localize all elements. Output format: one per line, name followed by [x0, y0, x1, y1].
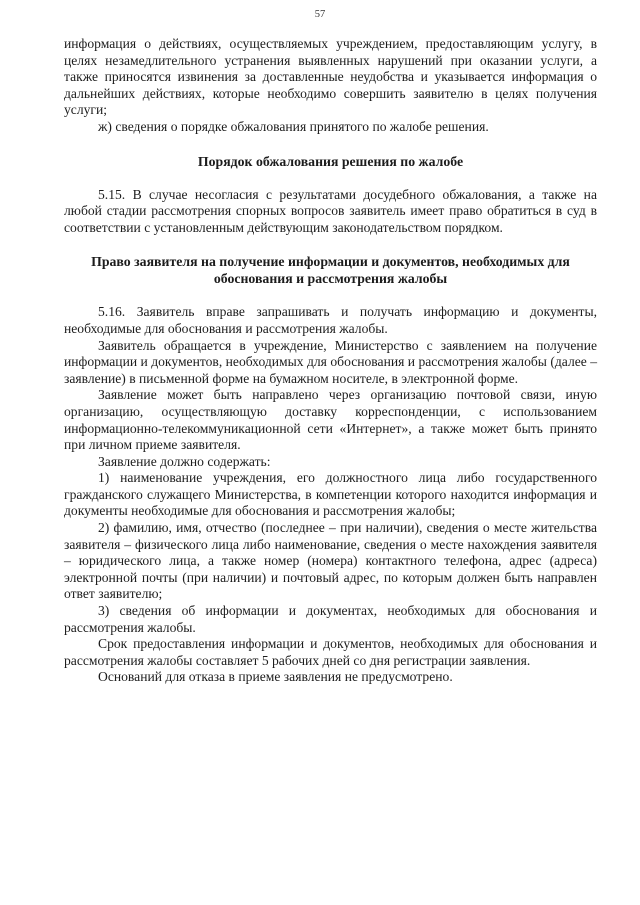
paragraph-applicant-request: Заявитель обращается в учреждение, Министерство с заявлением на получение информации и документов, необходимых для обоснования и рассмотрения жалобы (далее – заявление) в письменной форме на бумажном носителе, в электронной форме. [64, 337, 597, 386]
paragraph-submission-methods: Заявление может быть направлено через организацию почтовой связи, иную организацию, осуществляющую доставку корреспонденции, с использованием информационно-телекоммуникационной сети «Интернет», а также может быть принято при личном приеме заявителя. [64, 387, 597, 453]
section-heading-appeal-procedure: Порядок обжалования решения по жалобе [197, 153, 464, 169]
list-item-3: 3) сведения об информации и документах, необходимых для обоснования и рассмотрения жалобы. [64, 603, 597, 635]
paragraph-contents-intro: Заявление должно содержать: [98, 453, 271, 469]
document-body [64, 36, 597, 686]
list-item-2: 2) фамилию, имя, отчество (последнее – при наличии), сведения о месте жительства заявителя – физического лица либо наименование, сведения о месте нахождения заявителя – юридического лица, а также номер (номера) контактного телефона, адрес (адреса) электронной почты (при наличии) и почтовый адрес, по которым должен быть направлен ответ заявителю; [64, 520, 597, 602]
page-number: 57 [314, 9, 326, 20]
paragraph-deadline: Срок предоставления информации и документов, необходимых для обоснования и рассмотрения жалобы составляет 5 рабочих дней со дня регистрации заявления. [64, 636, 597, 668]
paragraph-5-15: 5.15. В случае несогласия с результатами досудебного обжалования, а также на любой стадии рассмотрения спорных вопросов заявитель имеет право обратиться в суд в соответствии с установленным действующим законодательством порядком. [64, 186, 597, 235]
section-heading-right-to-information: Право заявителя на получение информации и документов, необходимых для обоснования и рассмотрения жалобы [91, 254, 570, 287]
paragraph-info-actions: информация о действиях, осуществляемых учреждением, предоставляющим услугу, в целях незамедлительного устранения выявленных нарушений при оказании услуги, а также приносятся извинения за доставленные неудобства и указывается информация о дальнейших действиях, которые необходимо совершить заявителю в целях получения услуги; [64, 36, 597, 118]
paragraph-no-refusal: Оснований для отказа в приеме заявления не предусмотрено. [98, 669, 453, 685]
paragraph-5-16: 5.16. Заявитель вправе запрашивать и получать информацию и документы, необходимые для обоснования и рассмотрения жалобы. [64, 304, 597, 336]
list-item-1: 1) наименование учреждения, его должностного лица либо государственного гражданского служащего Министерства, в компетенции которого находится информация и документы необходимые для обоснования и рассмотрения жалобы; [64, 470, 597, 519]
paragraph-item-zh: ж) сведения о порядке обжалования принятого по жалобе решения. [98, 118, 489, 134]
